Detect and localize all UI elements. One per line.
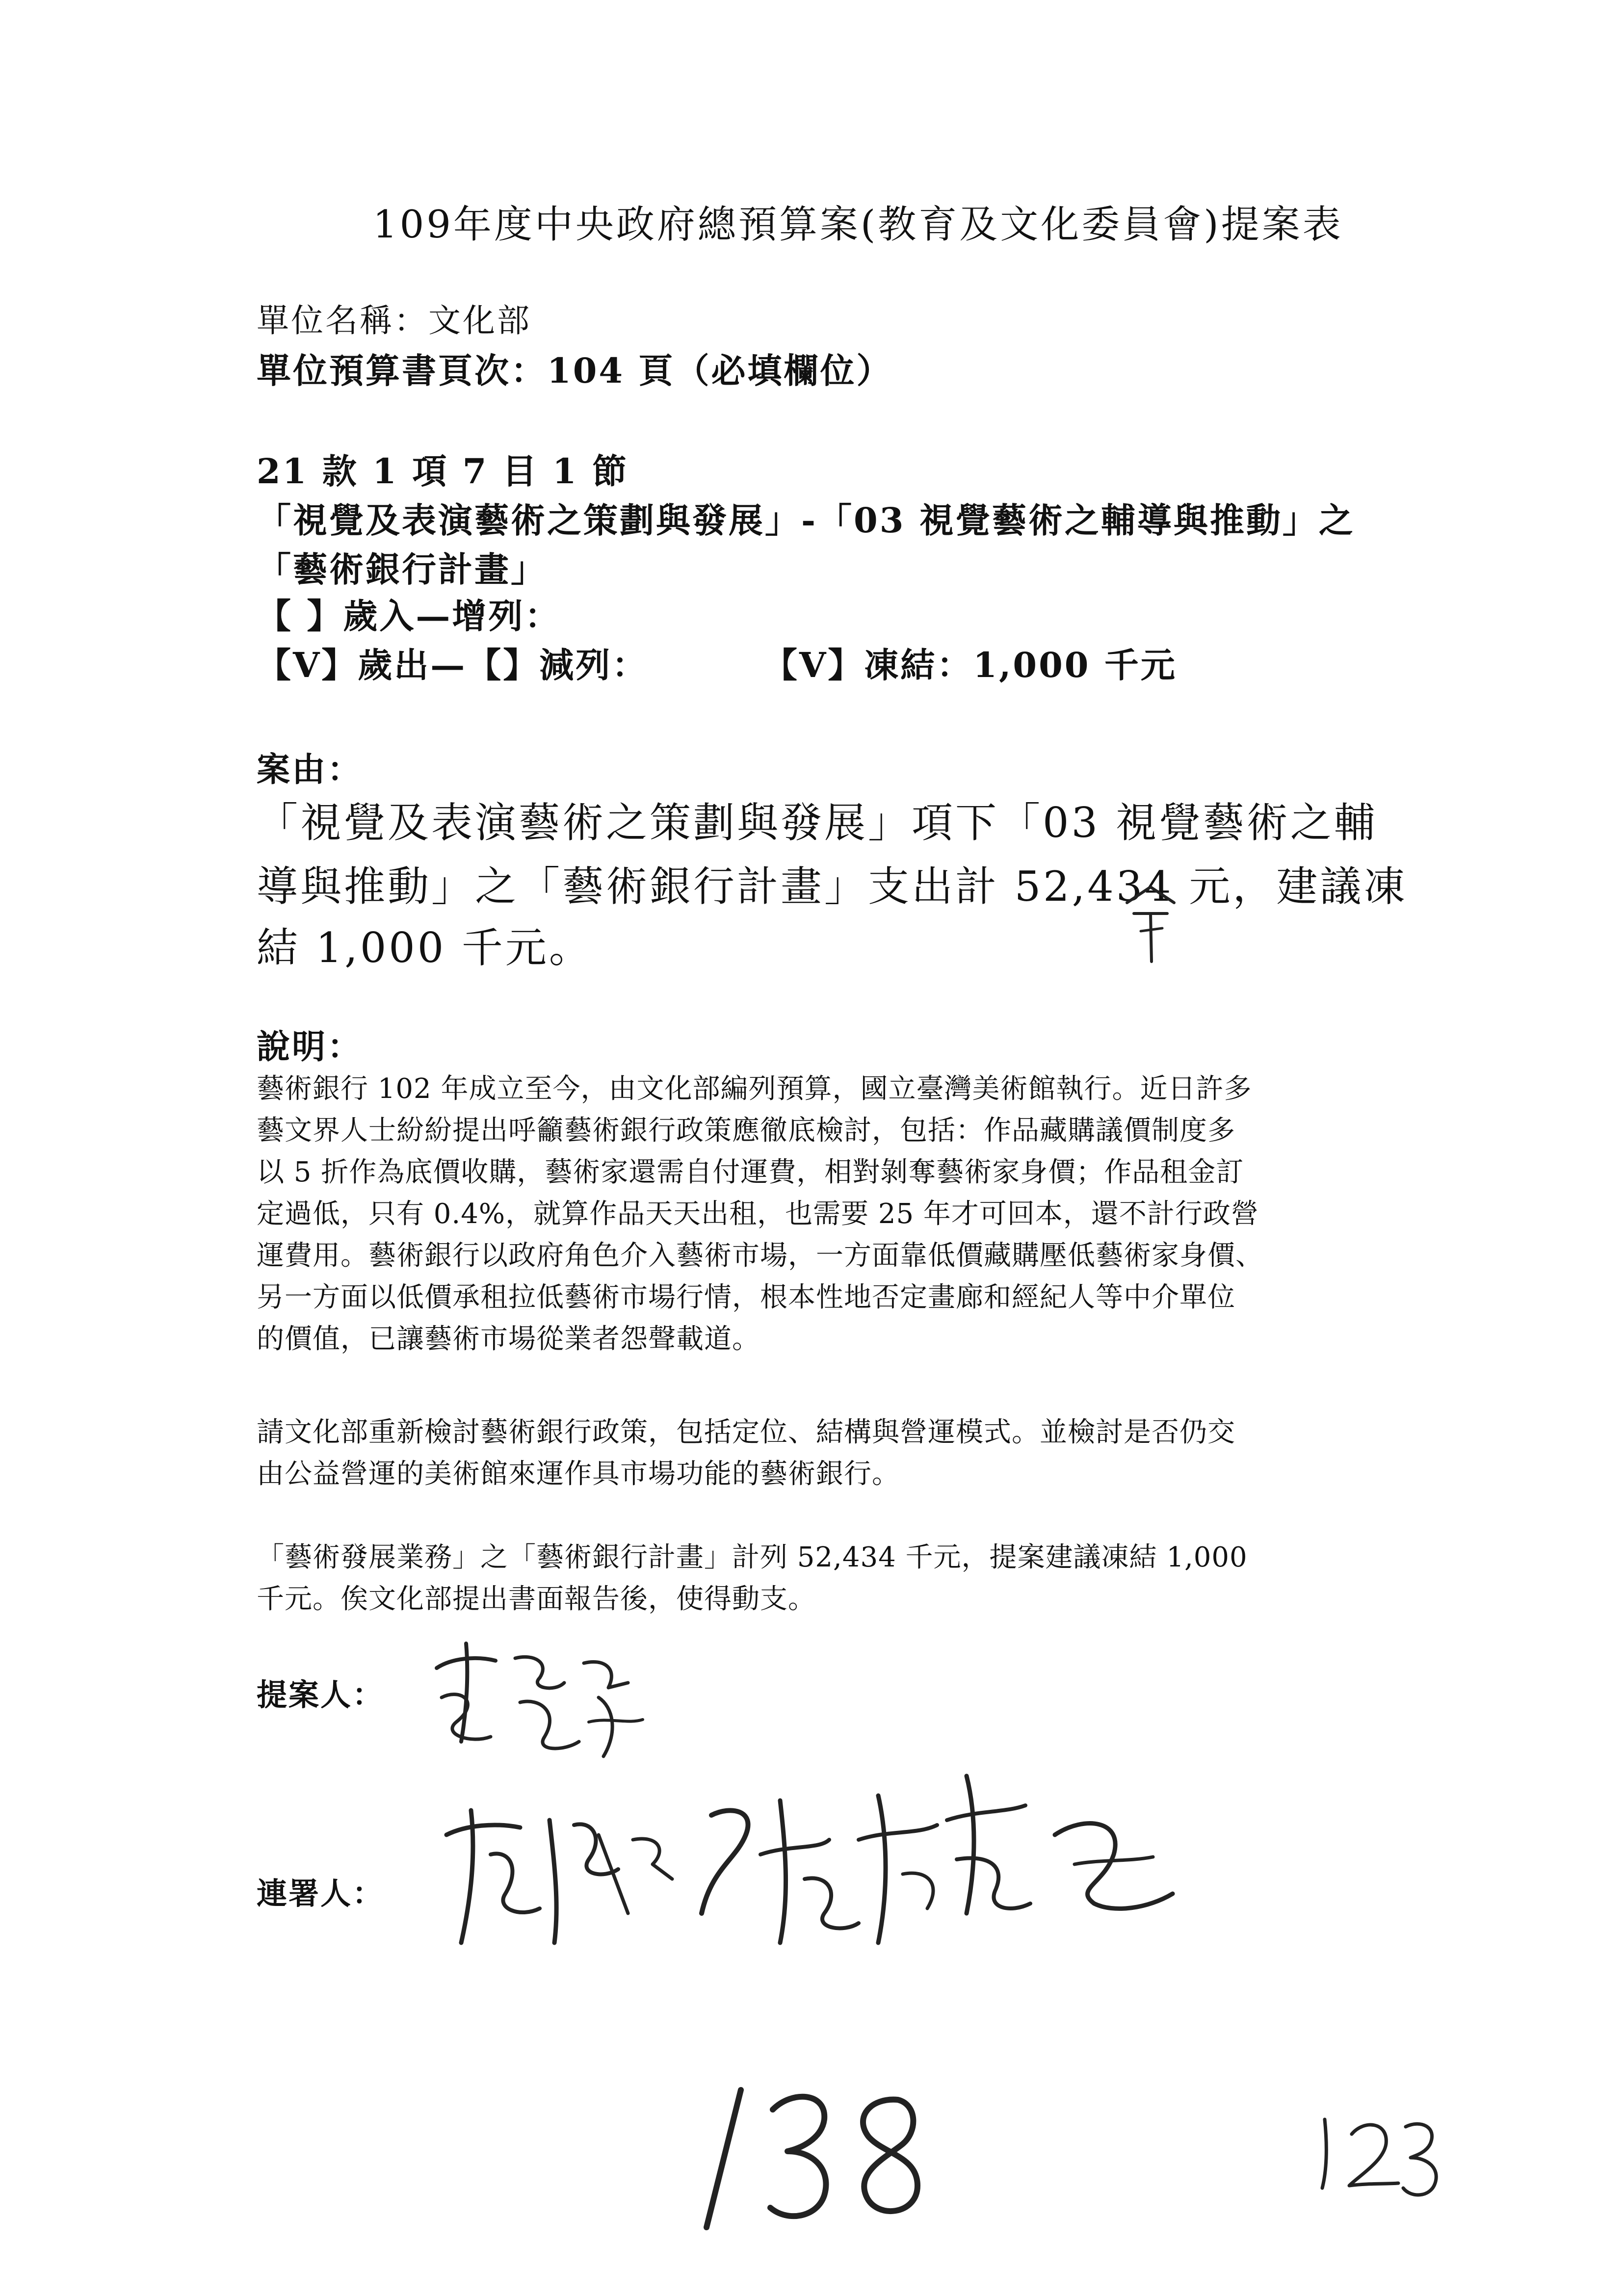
handwritten-page-number: [687, 2070, 962, 2237]
handwritten-corner-number: [1305, 2105, 1452, 2203]
explanation-p2-line: 請文化部重新檢討藝術銀行政策，包括定位、結構與營運模式。並檢討是否仍交: [257, 1416, 1235, 1448]
proposer-label: 提案人：: [257, 1677, 385, 1713]
reason-line-3: 結 1,000 千元。: [257, 924, 593, 972]
handwritten-insert-thousand: [1121, 883, 1180, 966]
reason-line-2: 導與推動」之「藝術銀行計畫」支出計 52,434 元，建議凍: [257, 862, 1408, 911]
explanation-p2-line: 由公益營運的美術館來運作具市場功能的藝術銀行。: [257, 1458, 900, 1490]
explanation-p1-line: 定過低，只有 0.4%，就算作品天天出租，也需要 25 年才可回本，還不計行政營: [257, 1198, 1259, 1230]
program-line-1: 「視覺及表演藝術之策劃與發展」-「03 視覺藝術之輔導與推動」之: [257, 500, 1355, 541]
cosigner-signatures: [437, 1766, 1202, 1972]
revenue-increase-line: 【 】歲入—增列：: [257, 596, 561, 636]
freeze-amount-line: 【V】凍結：1,000 千元: [763, 645, 1177, 685]
explanation-p1-line: 另一方面以低價承租拉低藝術市場行情，根本性地否定畫廊和經紀人等中介單位: [257, 1281, 1235, 1313]
explanation-p3-line: 千元。俟文化部提出書面報告後，使得動支。: [257, 1583, 816, 1615]
explanation-p1-line: 的價值，已讓藝術市場從業者怨聲載道。: [257, 1323, 760, 1355]
section-code: 21 款 1 項 7 目 1 節: [257, 451, 629, 492]
explanation-heading: 說明：: [257, 1027, 363, 1067]
explanation-p1-line: 藝術銀行 102 年成立至今，由文化部編列預算，國立臺灣美術館執行。近日許多: [257, 1073, 1252, 1105]
explanation-p1-line: 運費用。藝術銀行以政府角色介入藝術市場，一方面靠低價藏購壓低藝術家身價、: [257, 1240, 1263, 1272]
program-line-2: 「藝術銀行計畫」: [257, 549, 547, 590]
explanation-p3-line: 「藝術發展業務」之「藝術銀行計畫」計列 52,434 千元，提案建議凍結 1,000: [257, 1541, 1248, 1573]
budget-page-field: 單位預算書頁次：104 頁（必填欄位）: [257, 350, 893, 391]
explanation-p1-line: 藝文界人士紛紛提出呼籲藝術銀行政策應徹底檢討，包括：作品藏購議價制度多: [257, 1115, 1235, 1147]
explanation-p1-line: 以 5 折作為底價收購，藝術家還需自付運費，相對剝奪藝術家身價；作品租金訂: [257, 1156, 1244, 1188]
cosigner-label: 連署人：: [257, 1876, 385, 1911]
unit-name-field: 單位名稱：文化部: [257, 302, 531, 339]
page-title: 109年度中央政府總預算案(教育及文化委員會)提案表: [373, 203, 1343, 247]
expenditure-decrease-line: 【V】歲出—【】減列：: [257, 645, 649, 685]
reason-heading: 案由：: [257, 750, 363, 789]
proposer-signature: [422, 1639, 657, 1766]
reason-line-1: 「視覺及表演藝術之策劃與發展」項下「03 視覺藝術之輔: [257, 799, 1378, 847]
